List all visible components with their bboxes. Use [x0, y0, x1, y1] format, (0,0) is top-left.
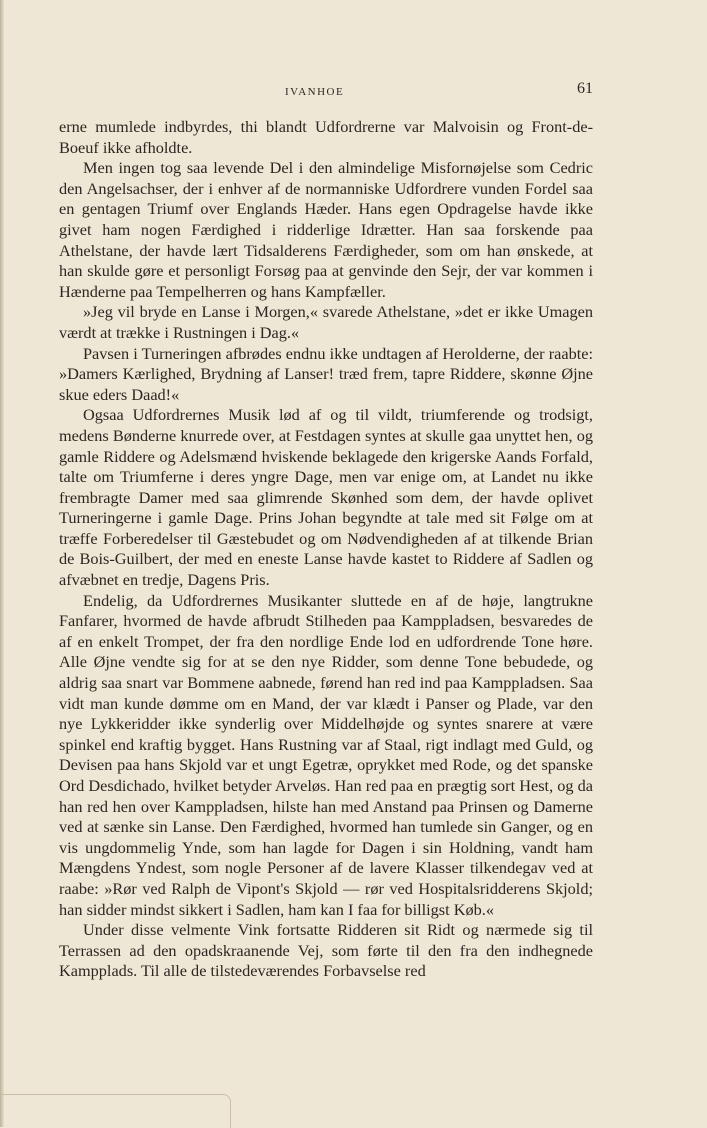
page-edge: [0, 0, 4, 1127]
paragraph: »Jeg vil bryde en Lanse i Morgen,« svarede Athelstane, »det er ikke Umagen værdt at trække i Rustningen i Dag.«: [59, 302, 593, 342]
paragraph: Ogsaa Udfordrernes Musik lød af og til vildt, triumferende og trodsigt, medens Bønderne knurrede over, at Festdagen syntes at skulle gaa unyttet hen, og gamle Riddere og Adelsmænd hviskende beklagede den krigerske Aands Forfald, talte om Triumferne i deres yngre Dage, men var enige om, at Landet nu ikke frembragte Damer med saa glimrende Skønhed som dem, der havde oplivet Turneringerne i gamle Dage. Prins Johan begyndte at tale med sit Følge om at træffe Forberedelser til Gæstebudet og om Nødvendigheden af at tilkende Brian de Bois-Guilbert, der med en eneste Lanse havde kastet to Riddere af Sadlen og afvæbnet en tredje, Dagens Pris.: [59, 405, 593, 590]
paragraph: erne mumlede indbyrdes, thi blandt Udfordrerne var Malvoisin og Front-de-Boeuf ikke afholdte.: [59, 117, 593, 157]
paragraph: Endelig, da Udfordrernes Musikanter sluttede en af de høje, langtrukne Fanfarer, hvormed de havde afbrudt Stilheden paa Kamppladsen, besvaredes de af en enkelt Trompet, der fra den nordlige Ende lod en udfordrende Tone høre. Alle Øjne vendte sig for at se den nye Ridder, som denne Tone bebudede, og aldrig saa snart var Bommene aabnede, førend han red ind paa Kamppladsen. Saa vidt man kunde dømme om en Mand, der var klædt i Panser og Plade, var den nye Lykkeridder ikke synderlig over Middelhøjde og syntes snarere at være spinkel end kraftig bygget. Hans Rustning var af Staal, rigt indlagt med Guld, og Devisen paa hans Skjold var et ungt Egetræ, oprykket med Rode, og det spanske Ord Desdichado, hvilket betyder Arveløs. Han red paa en prægtig sort Hest, og da han red hen over Kamppladsen, hilste han med Anstand paa Prinsen og Damerne ved at sænke sin Lanse. Den Færdighed, hvormed han tumlede sin Ganger, og en vis ungdommelig Ynde, som han lagde for Dagen i sin Holdning, vandt ham Mængdens Yndest, som nogle Personer af de lavere Klasser tilkendegav ved at raabe: »Rør ved Ralph de Vipont's Skjold — rør ved Hospitalsridderens Skjold; han sidder mindst sikkert i Sadlen, ham kan I faa for billigst Køb.«: [59, 590, 593, 919]
body-text: [59, 117, 593, 982]
paragraph: Pavsen i Turneringen afbrødes endnu ikke undtagen af Herolderne, der raabte: »Damers Kærlighed, Brydning af Lanser! træd frem, tapre Riddere, skønne Øjne skue eders Daad!«: [59, 343, 593, 404]
scan-corner-mark: [2, 1094, 231, 1128]
paragraph: Under disse velmente Vink fortsatte Ridderen sit Ridt og nærmede sig til Terrassen ad den opadskraanende Vej, som førte til den fra den indhegnede Kampplads. Til alle de tilstedeværendes Forbavselse red: [59, 920, 593, 981]
page-header: [59, 80, 593, 100]
paragraph: Men ingen tog saa levende Del i den almindelige Misfornøjelse som Cedric den Angelsachser, der i enhver af de normanniske Udfordrere vunden Fordel saa en gentagen Triumf over Englands Hæder. Hans egen Opdragelse havde ikke givet ham nogen Færdighed i ridderlige Idrætter. Han saa forskende paa Athelstane, der havde lært Tidsalderens Færdigheder, som om han ønskede, at han skulde gøre et personligt Forsøg paa at genvinde den Sejr, der var kommen i Hænderne paa Tempelherren og hans Kampfæller.: [59, 158, 593, 301]
running-title: IVANHOE: [285, 86, 345, 98]
page-number: 61: [577, 80, 593, 97]
